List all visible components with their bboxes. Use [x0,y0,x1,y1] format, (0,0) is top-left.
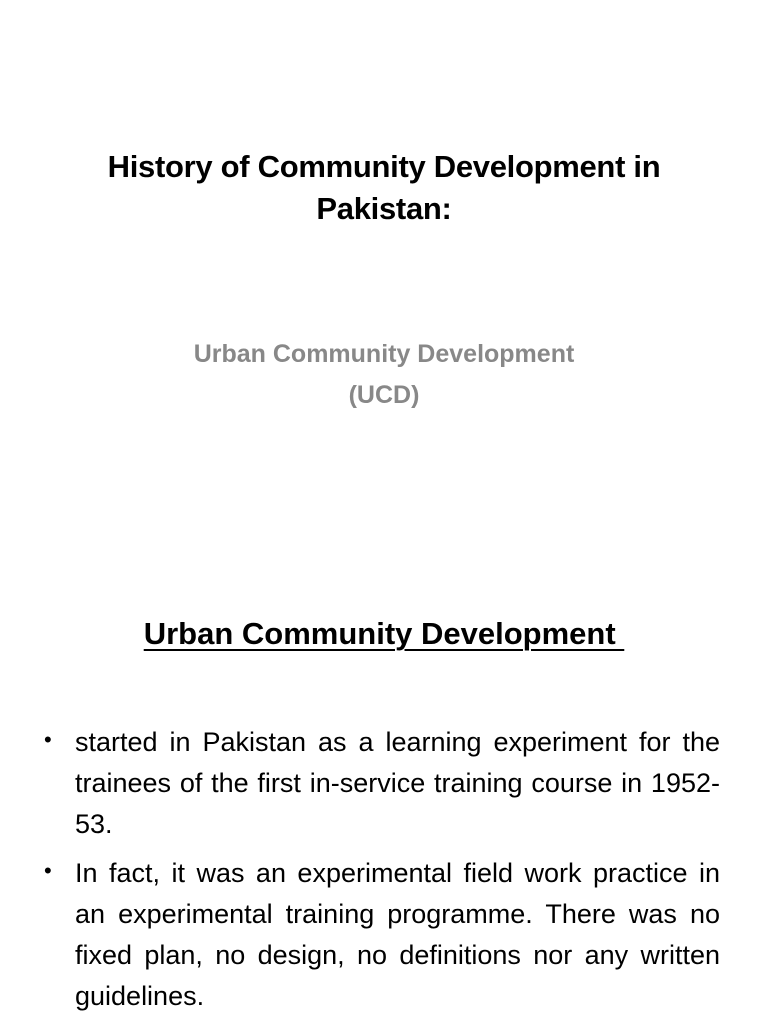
bullet-text: In fact, it was an experimental field work practice in an experimental training programme. There was no fixed plan, no design, no definitions nor any written guidelines. [75,858,720,1011]
subtitle-line-2: (UCD) [348,381,420,409]
content-heading-text: Urban Community Development [143,616,625,651]
bullet-item [40,853,720,1017]
bullet-text: started in Pakistan as a learning experiment for the trainees of the first in-service training course in 1952-53. [75,727,720,839]
slide-title-heading: History of Community Development in Pakistan: [107,149,661,226]
bullet-list [40,722,720,1024]
content-heading [0,614,768,654]
subtitle-line-1: Urban Community Development [193,340,575,368]
bullet-icon: • [44,727,52,752]
slide-content [0,576,768,1024]
bullet-item [40,722,720,845]
bullet-icon: • [44,858,52,883]
slide-subtitle [100,334,668,416]
